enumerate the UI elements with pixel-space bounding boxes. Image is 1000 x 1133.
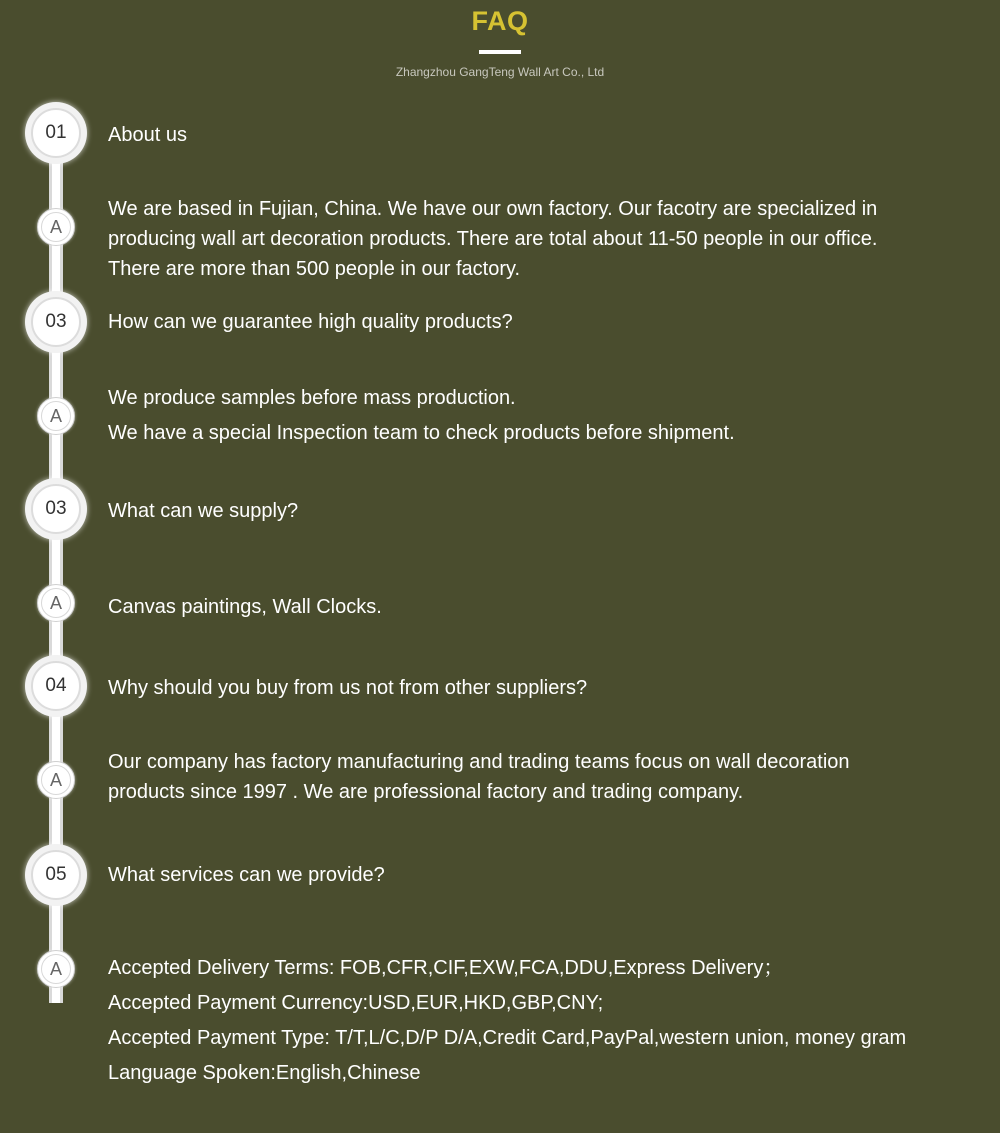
- faq-question: How can we guarantee high quality products?: [108, 311, 513, 333]
- faq-number-badge: [25, 102, 87, 164]
- faq-answer: [108, 951, 988, 1091]
- faq-question: Why should you buy from us not from other suppliers?: [108, 677, 588, 699]
- answer-line: We produce samples before mass production.: [108, 387, 516, 409]
- answer-badge: [37, 397, 75, 435]
- answer-marker: A: [41, 401, 71, 431]
- faq-number: 05: [31, 850, 81, 900]
- answer-line: Language Spoken:English,Chinese: [108, 1062, 421, 1084]
- faq-answer: [108, 747, 988, 807]
- answer-line: Our company has factory manufacturing and trading teams focus on wall decoration: [108, 751, 850, 773]
- faq-number-badge: [25, 478, 87, 540]
- faq-number: 01: [31, 108, 81, 158]
- faq-number: 03: [31, 297, 81, 347]
- answer-marker: A: [41, 588, 71, 618]
- answer-line: Accepted Payment Type: T/T,L/C,D/P D/A,Credit Card,PayPal,western union, money gram: [108, 1027, 907, 1049]
- faq-question: What services can we provide?: [108, 864, 385, 886]
- title-underline: [479, 50, 521, 54]
- faq-number-badge: [25, 844, 87, 906]
- answer-line: Canvas paintings, Wall Clocks.: [108, 596, 382, 618]
- answer-line: There are more than 500 people in our factory.: [108, 258, 521, 280]
- answer-badge: [37, 761, 75, 799]
- company-subtitle: Zhangzhou GangTeng Wall Art Co., Ltd: [395, 65, 605, 79]
- answer-line: We are based in Fujian, China. We have our own factory. Our facotry are specialized in: [108, 198, 878, 220]
- faq-question: What can we supply?: [108, 500, 299, 522]
- faq-answer: [108, 592, 988, 622]
- page-title: FAQ: [471, 6, 529, 36]
- faq-number: 03: [31, 484, 81, 534]
- faq-number-badge: [25, 655, 87, 717]
- answer-line: We have a special Inspection team to check products before shipment.: [108, 422, 735, 444]
- answer-badge: [37, 950, 75, 988]
- answer-badge: [37, 584, 75, 622]
- faq-answer: [108, 194, 988, 284]
- answer-badge: [37, 208, 75, 246]
- faq-number-badge: [25, 291, 87, 353]
- faq-number: 04: [31, 661, 81, 711]
- answer-marker: A: [41, 954, 71, 984]
- faq-answer: [108, 381, 988, 451]
- answer-line: products since 1997 . We are professional factory and trading company.: [108, 781, 744, 803]
- answer-marker: A: [41, 765, 71, 795]
- answer-line: Accepted Delivery Terms: FOB,CFR,CIF,EXW,FCA,DDU,Express Delivery；: [108, 957, 784, 979]
- answer-line: producing wall art decoration products. There are total about 11-50 people in our office.: [108, 228, 878, 250]
- faq-question: About us: [108, 124, 187, 146]
- answer-marker: A: [41, 212, 71, 242]
- answer-line: Accepted Payment Currency:USD,EUR,HKD,GBP,CNY;: [108, 992, 604, 1014]
